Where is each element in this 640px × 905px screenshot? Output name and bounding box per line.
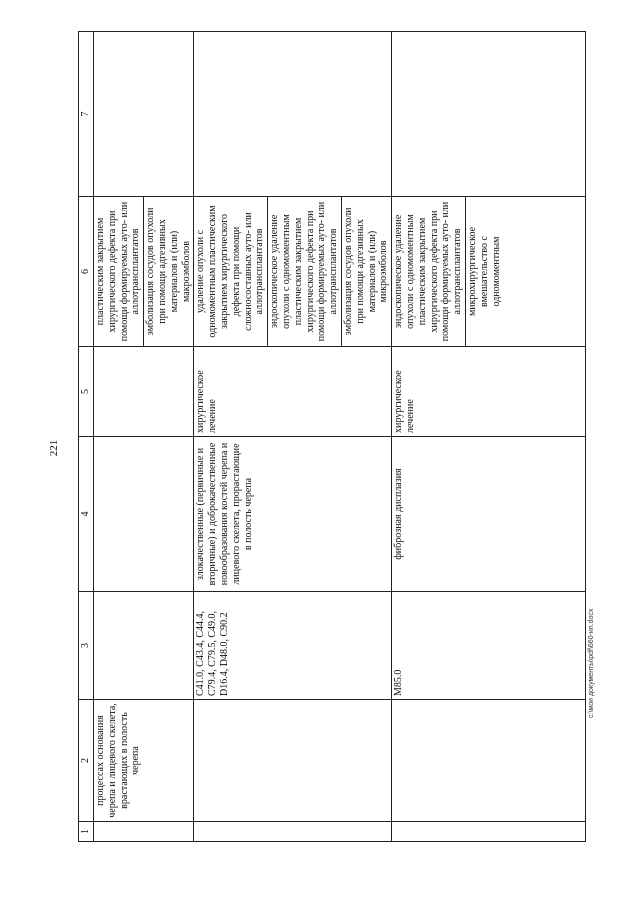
cell-treatment-methods [392, 197, 586, 347]
cell-icd-codes: C41.0, C43.4, C44.4, C79.4, C79.5, C49.0, D16.4, D48.0, C90.2 [194, 592, 392, 700]
treatment-method: эмболизация сосудов опухоли при помощи адгезивных материалов и (или) макроэмболов [143, 197, 193, 346]
cell-icd-codes: M85.0 [392, 592, 586, 700]
cell-norm [194, 32, 392, 197]
cell-number [194, 822, 392, 842]
header-col-1: 1 [79, 822, 94, 842]
header-col-7: 7 [79, 32, 94, 197]
cell-patient-model: злокачественные (первичные и вторичные) и доброкачественные новообразования костей черепа и лицевого скелета, прорастающие в полость черепа [194, 437, 392, 592]
treatment-method: эмболизация сосудов опухоли при помощи адгезивных материалов и (или) микроэмболов [341, 197, 391, 346]
page-number: 221 [48, 439, 60, 457]
cell-patient-model [94, 437, 194, 592]
treatment-method: удаление опухоли с одномоментным пластическим закрытием хирургического дефекта при помощи сложносоставных ауто- или аллотрансплантатов [195, 205, 266, 338]
cell-norm [94, 32, 194, 197]
cell-number [392, 822, 586, 842]
header-row [79, 32, 94, 842]
treatment-method: пластическим закрытием хирургического дефекта при помощи формируемых ауто- или аллотрансплантатов [95, 201, 142, 342]
medical-procedures-table [78, 31, 586, 842]
table-row [194, 32, 392, 842]
cell-number [94, 822, 194, 842]
cell-icd-codes [94, 592, 194, 700]
footer-file-path: c:\мои документы\pdf\660-ип.docx [588, 608, 595, 718]
cell-patient-model: фиброзная дисплазия [392, 437, 586, 592]
treatment-method: эндоскопическое удаление опухоли с одномоментным пластическим закрытием хирургического дефекта при помощи формируемых ауто- или аллотрансплантатов [267, 197, 341, 346]
rotated-table-wrapper [78, 32, 586, 842]
table-row [94, 32, 194, 842]
cell-treatment-methods [194, 197, 392, 347]
cell-norm [392, 32, 586, 197]
cell-treatment-type [94, 347, 194, 437]
cell-diagnosis-group: процессах основания черепа и лицевого скелета, врастающих в полость черепа [94, 700, 194, 822]
cell-treatment-type: хирургическое лечение [392, 347, 586, 437]
table-row [392, 32, 586, 842]
header-col-2: 2 [79, 700, 94, 822]
cell-treatment-type: хирургическое лечение [194, 347, 392, 437]
header-col-4: 4 [79, 437, 94, 592]
header-col-6: 6 [79, 197, 94, 347]
header-col-5: 5 [79, 347, 94, 437]
treatment-method: микрохирургическое вмешательство с одномоментным [465, 197, 503, 346]
cell-diagnosis-group [194, 700, 392, 822]
cell-treatment-methods [94, 197, 194, 347]
treatment-method: эндоскопическое удаление опухоли с одномоментным пластическим закрытием хирургического дефекта при помощи формируемых ауто- или аллотрансплантатов [393, 201, 464, 342]
cell-diagnosis-group [392, 700, 586, 822]
header-col-3: 3 [79, 592, 94, 700]
